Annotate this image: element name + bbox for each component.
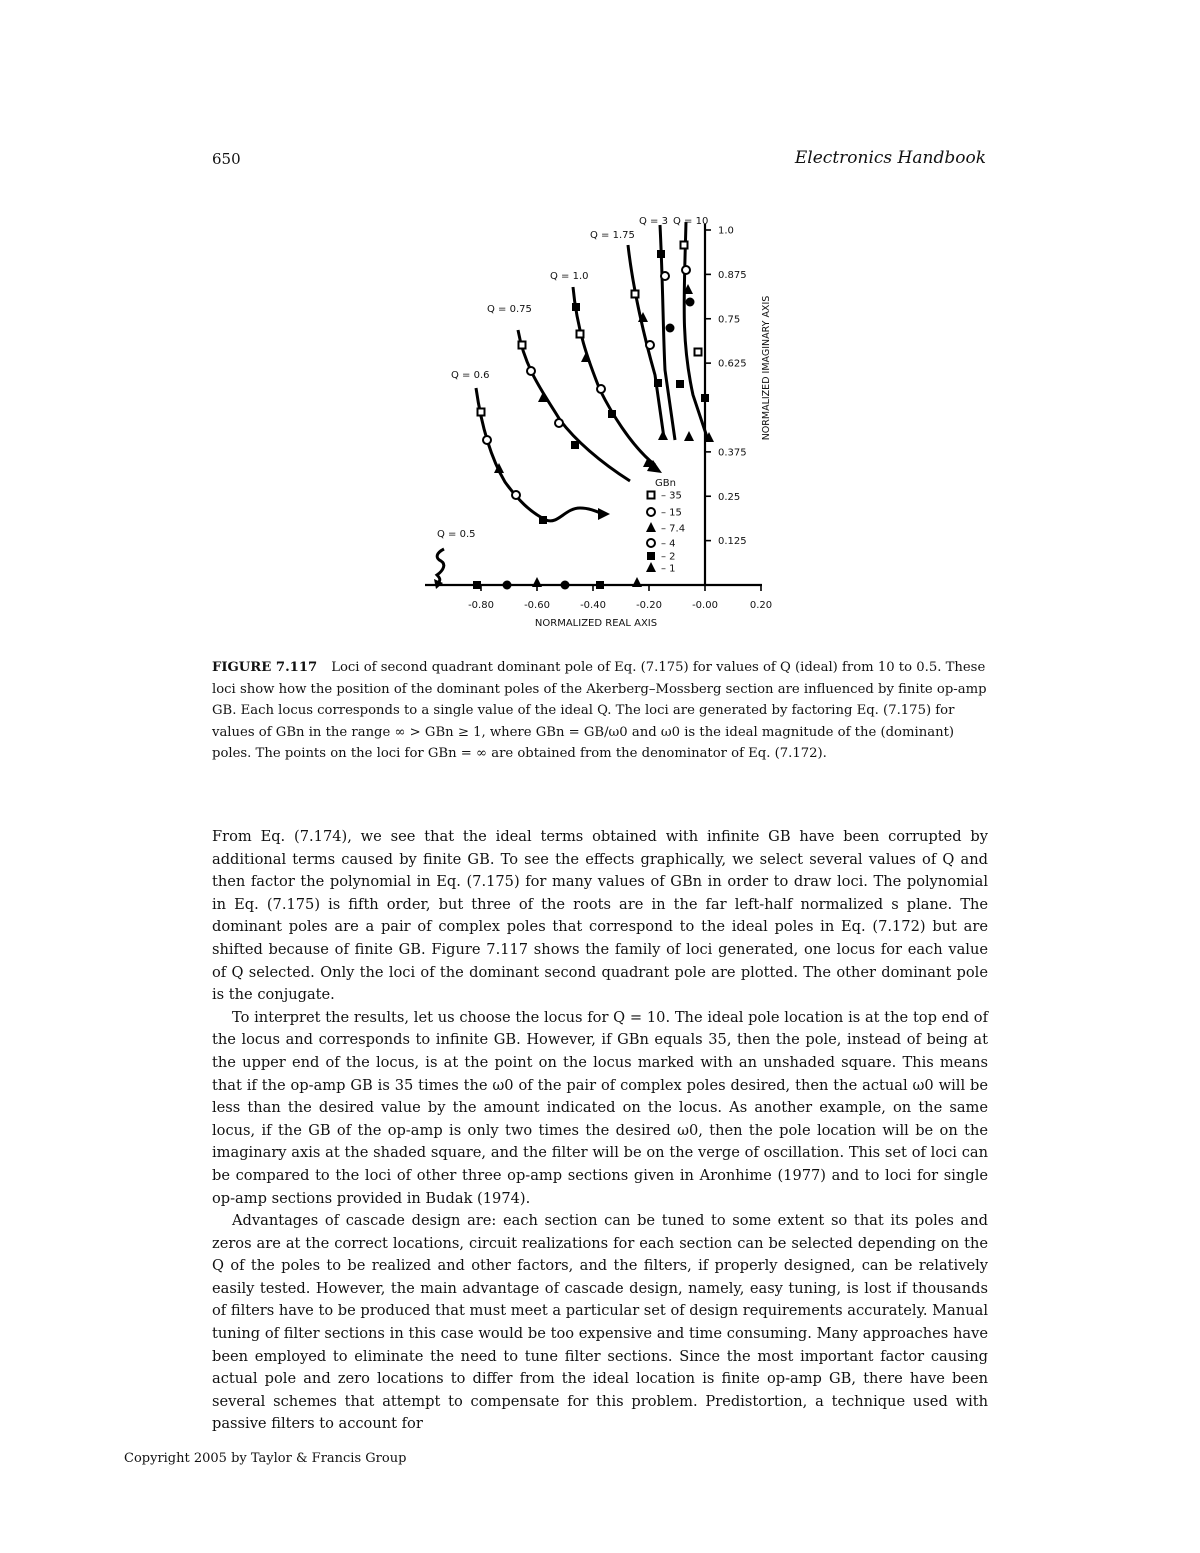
q-label: Q = 10 — [673, 216, 709, 227]
paragraph: Advantages of cascade design are: each section can be tuned to some extent so that its poles and zeros are at the correct locations, circuit realizations for each section can be selected depending on the Q of the poles to be realized and other factors, and the filters, if properly designed, can be relatively easily tested. However, the main advantage of cascade design, namely, easy tuning, is lost if thousands of filters have to be produced that must meet a particular set of design requirements accurately. Manual tuning of filter sections in this case would be too expensive and time consuming. Many approaches have been employed to eliminate the need to tune filter sections. Since the most important factor causing actual pole and zero locations to differ from the ideal location is finite op-amp GB, there have been several schemes that attempt to compensate for this problem. Predistortion, a technique used with passive filters to account for — [212, 1212, 988, 1433]
filled-square-marker — [676, 380, 684, 388]
open-square-marker — [577, 331, 584, 338]
q-label: Q = 1.75 — [590, 230, 635, 241]
x-tick-label: -0.60 — [524, 600, 550, 611]
open-circle-marker — [483, 436, 491, 444]
legend-entry-label: – 7.4 — [661, 523, 686, 535]
legend-entry-label: – 2 — [661, 551, 676, 563]
legend-title: GBn — [655, 478, 676, 489]
q175-locus-curve — [628, 245, 664, 438]
filled-square-marker — [608, 410, 616, 418]
y-axis-title: NORMALIZED IMAGINARY AXIS — [761, 295, 772, 441]
legend-marker — [647, 552, 655, 560]
triangle-marker — [684, 431, 694, 441]
legend-entry-label: – 35 — [661, 490, 682, 502]
filled-circle-marker — [686, 298, 695, 307]
paragraph: To interpret the results, let us choose the locus for Q = 10. The ideal pole location is at the top end of the locus and corresponds to infinite GB. However, if GBn equals 35, then the pole, instead of being at the upper end of the locus, is at the point on the locus marked with an unshaded square. This means that if the op-amp GB is 35 times the ω0 of the pair of complex poles desired, then the actual ω0 will be less than the desired value by the amount indicated on the locus. As another example, on the same locus, if the GB of the op-amp is only two times the desired ω0, then the pole location will be on the imaginary axis at the shaded square, and the filter will be on the verge of oscillation. This set of loci can be compared to the loci of other three op-amp sections given in Aronhime (1977) and to loci for single op-amp sections provided in Budak (1974). — [212, 1008, 988, 1207]
open-circle-marker — [512, 491, 520, 499]
filled-square-marker — [539, 516, 547, 524]
x-tick-label: -0.40 — [580, 600, 606, 611]
y-tick-label: 1.0 — [718, 225, 734, 237]
triangle-marker — [532, 577, 542, 587]
legend-marker — [648, 492, 655, 499]
legend-marker — [647, 508, 655, 516]
y-tick-label: 0.625 — [718, 358, 747, 370]
open-circle-marker — [661, 272, 669, 280]
legend-marker — [646, 522, 656, 532]
legend-marker — [647, 539, 655, 547]
q05-locus-curve — [437, 549, 444, 583]
figure-caption-text: Loci of second quadrant dominant pole of Eq. (7.175) for values of Q (ideal) from 10 to 0.5. These loci show how the position of the dominant poles of the Akerberg–Mossberg section are influenced by finite op-amp GB. Each locus corresponds to a single value of the ideal Q. The loci are generated by factoring Eq. (7.175) for values of GBn in the range ∞ > GBn ≥ 1, where GBn = GB/ω0 and ω0 is the ideal magnitude of the (dominant) poles. The points on the loci for GBn = ∞ are obtained from the denominator of Eq. (7.172). — [212, 660, 987, 761]
open-square-marker — [681, 242, 688, 249]
legend-entry-label: – 1 — [661, 563, 676, 575]
figure-label: FIGURE 7.117 — [212, 660, 318, 675]
filled-square-marker — [572, 303, 580, 311]
q06-arrowhead — [598, 508, 610, 520]
filled-square-marker — [571, 441, 579, 449]
page-number: 650 — [212, 150, 241, 168]
x-tick-label: -0.80 — [468, 600, 494, 611]
legend-marker — [646, 562, 656, 572]
filled-circle-marker — [561, 581, 570, 590]
x-axis-title: NORMALIZED REAL AXIS — [534, 618, 658, 629]
filled-square-marker — [701, 394, 709, 402]
y-tick-label: 0.125 — [718, 536, 747, 548]
open-square-marker — [519, 342, 526, 349]
open-circle-marker — [597, 385, 605, 393]
paragraph: From Eq. (7.174), we see that the ideal terms obtained with infinite GB have been corrupted by additional terms caused by finite GB. To see the effects graphically, we select several values of Q and then factor the polynomial in Eq. (7.175) for many values of GBn in order to draw loci. The polynomial in Eq. (7.175) is fifth order, but three of the roots are in the far left-half normalized s plane. The dominant poles are a pair of complex poles that correspond to the ideal poles in Eq. (7.172) but are shifted because of finite GB. Figure 7.117 shows the family of loci generated, one locus for each value of Q selected. Only the loci of the dominant second quadrant pole are plotted. The other dominant pole is the conjugate. — [212, 828, 988, 1004]
q-label: Q = 1.0 — [550, 271, 589, 282]
open-circle-marker — [555, 419, 563, 427]
filled-square-marker — [657, 250, 665, 258]
body-text — [212, 826, 988, 1436]
open-circle-marker — [527, 367, 535, 375]
filled-square-marker — [654, 379, 662, 387]
x-tick-label: -0.00 — [692, 600, 718, 611]
x-tick-label: 0.20 — [749, 600, 773, 611]
open-square-marker — [478, 409, 485, 416]
legend-entry-label: – 15 — [661, 507, 682, 519]
q-label: Q = 0.75 — [487, 304, 532, 315]
q06-locus-curve — [476, 388, 603, 521]
root-locus-chart — [400, 205, 800, 635]
y-tick-label: 0.875 — [718, 269, 747, 281]
root-locus-figure — [400, 205, 800, 635]
y-tick-label: 0.75 — [718, 314, 741, 326]
q-label: Q = 0.6 — [451, 370, 490, 381]
filled-circle-marker — [503, 581, 512, 590]
y-tick-label: 0.375 — [718, 447, 747, 459]
q-label: Q = 3 — [639, 216, 668, 227]
figure-caption — [212, 657, 988, 765]
legend-entry-label: – 4 — [661, 538, 676, 550]
filled-circle-marker — [666, 324, 675, 333]
copyright-footer: Copyright 2005 by Taylor & Francis Group — [124, 1451, 407, 1466]
triangle-marker — [658, 430, 668, 440]
triangle-marker — [581, 352, 591, 362]
open-circle-marker — [682, 266, 690, 274]
x-tick-label: -0.20 — [636, 600, 662, 611]
triangle-marker — [632, 577, 642, 587]
book-title: Electronics Handbook — [794, 148, 986, 168]
q075-locus-curve — [518, 330, 630, 481]
open-square-marker — [632, 291, 639, 298]
q-label: Q = 0.5 — [437, 529, 476, 540]
open-circle-marker — [646, 341, 654, 349]
y-tick-label: 0.25 — [718, 491, 741, 503]
filled-square-marker — [473, 581, 481, 589]
filled-square-marker — [596, 581, 604, 589]
open-square-marker — [695, 349, 702, 356]
